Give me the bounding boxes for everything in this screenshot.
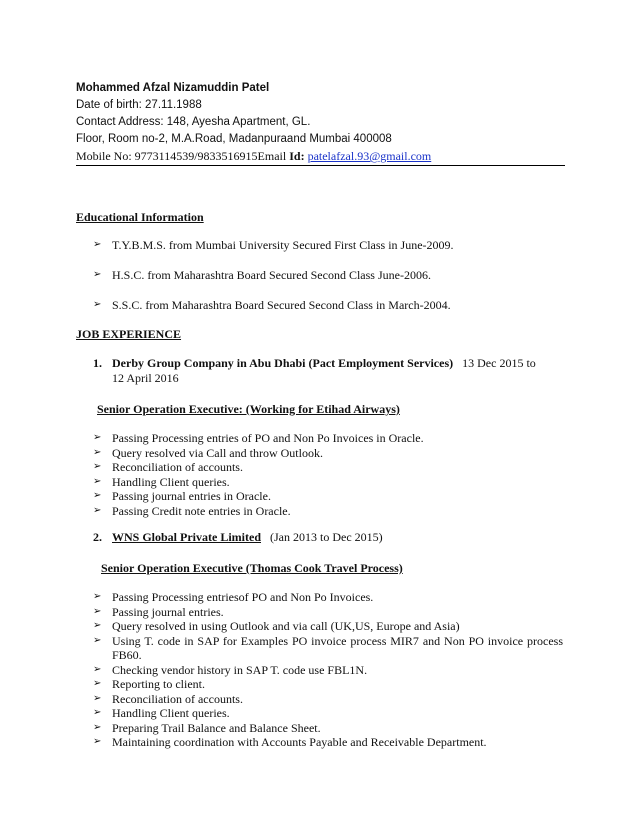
duty-item: ➢ Maintaining coordination with Accounts Payable and Receivable Department. bbox=[93, 735, 487, 749]
arrow-bullet-icon: ➢ bbox=[93, 620, 102, 631]
arrow-bullet-icon: ➢ bbox=[93, 269, 102, 280]
contact-block bbox=[76, 80, 576, 165]
duty-item: ➢ Reporting to client. bbox=[93, 677, 205, 691]
mobile-number: Mobile No: 9773114539/9833516915Email bbox=[76, 149, 287, 163]
arrow-bullet-icon: ➢ bbox=[93, 605, 102, 617]
arrow-bullet-icon: ➢ bbox=[93, 678, 102, 689]
address-line-2: Floor, Room no-2, M.A.Road, Madanpuraand Mumbai 400008 bbox=[76, 133, 392, 145]
duty-item: ➢ Passing journal entries. bbox=[93, 604, 224, 619]
education-heading: Educational Information bbox=[76, 210, 204, 224]
duty-item: ➢ Query resolved via Call and throw Outlook. bbox=[93, 445, 323, 460]
arrow-bullet-icon: ➢ bbox=[93, 504, 102, 516]
email-label: Id: bbox=[289, 149, 305, 163]
arrow-bullet-icon: ➢ bbox=[93, 299, 102, 310]
duty-item: ➢ Passing Processing entries of PO and Non Po Invoices in Oracle. bbox=[93, 431, 424, 445]
arrow-bullet-icon: ➢ bbox=[93, 461, 102, 472]
duty-item: ➢ Reconciliation of accounts. bbox=[93, 460, 243, 474]
education-item: ➢ H.S.C. from Maharashtra Board Secured Second Class June-2006. bbox=[93, 268, 431, 282]
duty-item: ➢ Preparing Trail Balance and Balance Sheet. bbox=[93, 720, 321, 735]
date-of-birth: Date of birth: 27.11.1988 bbox=[76, 99, 202, 111]
job-role: Senior Operation Executive (Thomas Cook Travel Process) bbox=[101, 561, 403, 575]
job-entry bbox=[93, 356, 563, 386]
job-company: Derby Group Company in Abu Dhabi (Pact Employment Services) bbox=[112, 356, 454, 370]
email-link[interactable]: patelafzal.93@gmail.com bbox=[307, 149, 432, 163]
duty-item: ➢ Passing journal entries in Oracle. bbox=[93, 489, 271, 503]
header-divider bbox=[76, 165, 565, 166]
arrow-bullet-icon: ➢ bbox=[93, 490, 102, 501]
mobile-email-line bbox=[76, 148, 576, 165]
arrow-bullet-icon: ➢ bbox=[93, 432, 102, 443]
job-number: 1. bbox=[93, 356, 102, 370]
job-role: Senior Operation Executive: (Working for Etihad Airways) bbox=[97, 402, 400, 416]
education-item: ➢ S.S.C. from Maharashtra Board Secured Second Class in March-2004. bbox=[93, 298, 451, 312]
duty-item: ➢ Using T. code in SAP for Examples PO invoice process MIR7 and Non PO invoice process FB60. bbox=[93, 633, 563, 662]
arrow-bullet-icon: ➢ bbox=[93, 736, 102, 747]
arrow-bullet-icon: ➢ bbox=[93, 692, 102, 704]
duty-item: ➢ Passing Credit note entries in Oracle. bbox=[93, 503, 291, 518]
job-entry bbox=[93, 530, 563, 545]
job-period: (Jan 2013 to Dec 2015) bbox=[270, 530, 383, 544]
job-period-continued: 12 April 2016 bbox=[112, 371, 179, 385]
arrow-bullet-icon: ➢ bbox=[93, 475, 102, 487]
job-period: 13 Dec 2015 to bbox=[462, 356, 536, 370]
candidate-name: Mohammed Afzal Nizamuddin Patel bbox=[76, 82, 270, 94]
arrow-bullet-icon: ➢ bbox=[93, 663, 102, 675]
arrow-bullet-icon: ➢ bbox=[93, 591, 102, 602]
duty-item: ➢ Reconciliation of accounts. bbox=[93, 691, 243, 706]
arrow-bullet-icon: ➢ bbox=[93, 239, 102, 250]
arrow-bullet-icon: ➢ bbox=[93, 446, 102, 458]
education-item: ➢ T.Y.B.M.S. from Mumbai University Secured First Class in June-2009. bbox=[93, 238, 454, 252]
duty-item: ➢ Handling Client queries. bbox=[93, 706, 230, 720]
duty-item: ➢ Checking vendor history in SAP T. code use FBL1N. bbox=[93, 662, 368, 677]
duty-item: ➢ Query resolved in using Outlook and via call (UK,US, Europe and Asia) bbox=[93, 619, 460, 633]
experience-heading: JOB EXPERIENCE bbox=[76, 327, 182, 341]
duty-item: ➢ Handling Client queries. bbox=[93, 474, 230, 489]
address-line-1: Contact Address: 148, Ayesha Apartment, GL. bbox=[76, 116, 311, 128]
job-company: WNS Global Private Limited bbox=[112, 530, 261, 544]
arrow-bullet-icon: ➢ bbox=[93, 634, 102, 646]
duty-item: ➢ Passing Processing entriesof PO and Non Po Invoices. bbox=[93, 590, 374, 604]
job-number: 2. bbox=[93, 530, 102, 544]
arrow-bullet-icon: ➢ bbox=[93, 707, 102, 718]
arrow-bullet-icon: ➢ bbox=[93, 721, 102, 733]
